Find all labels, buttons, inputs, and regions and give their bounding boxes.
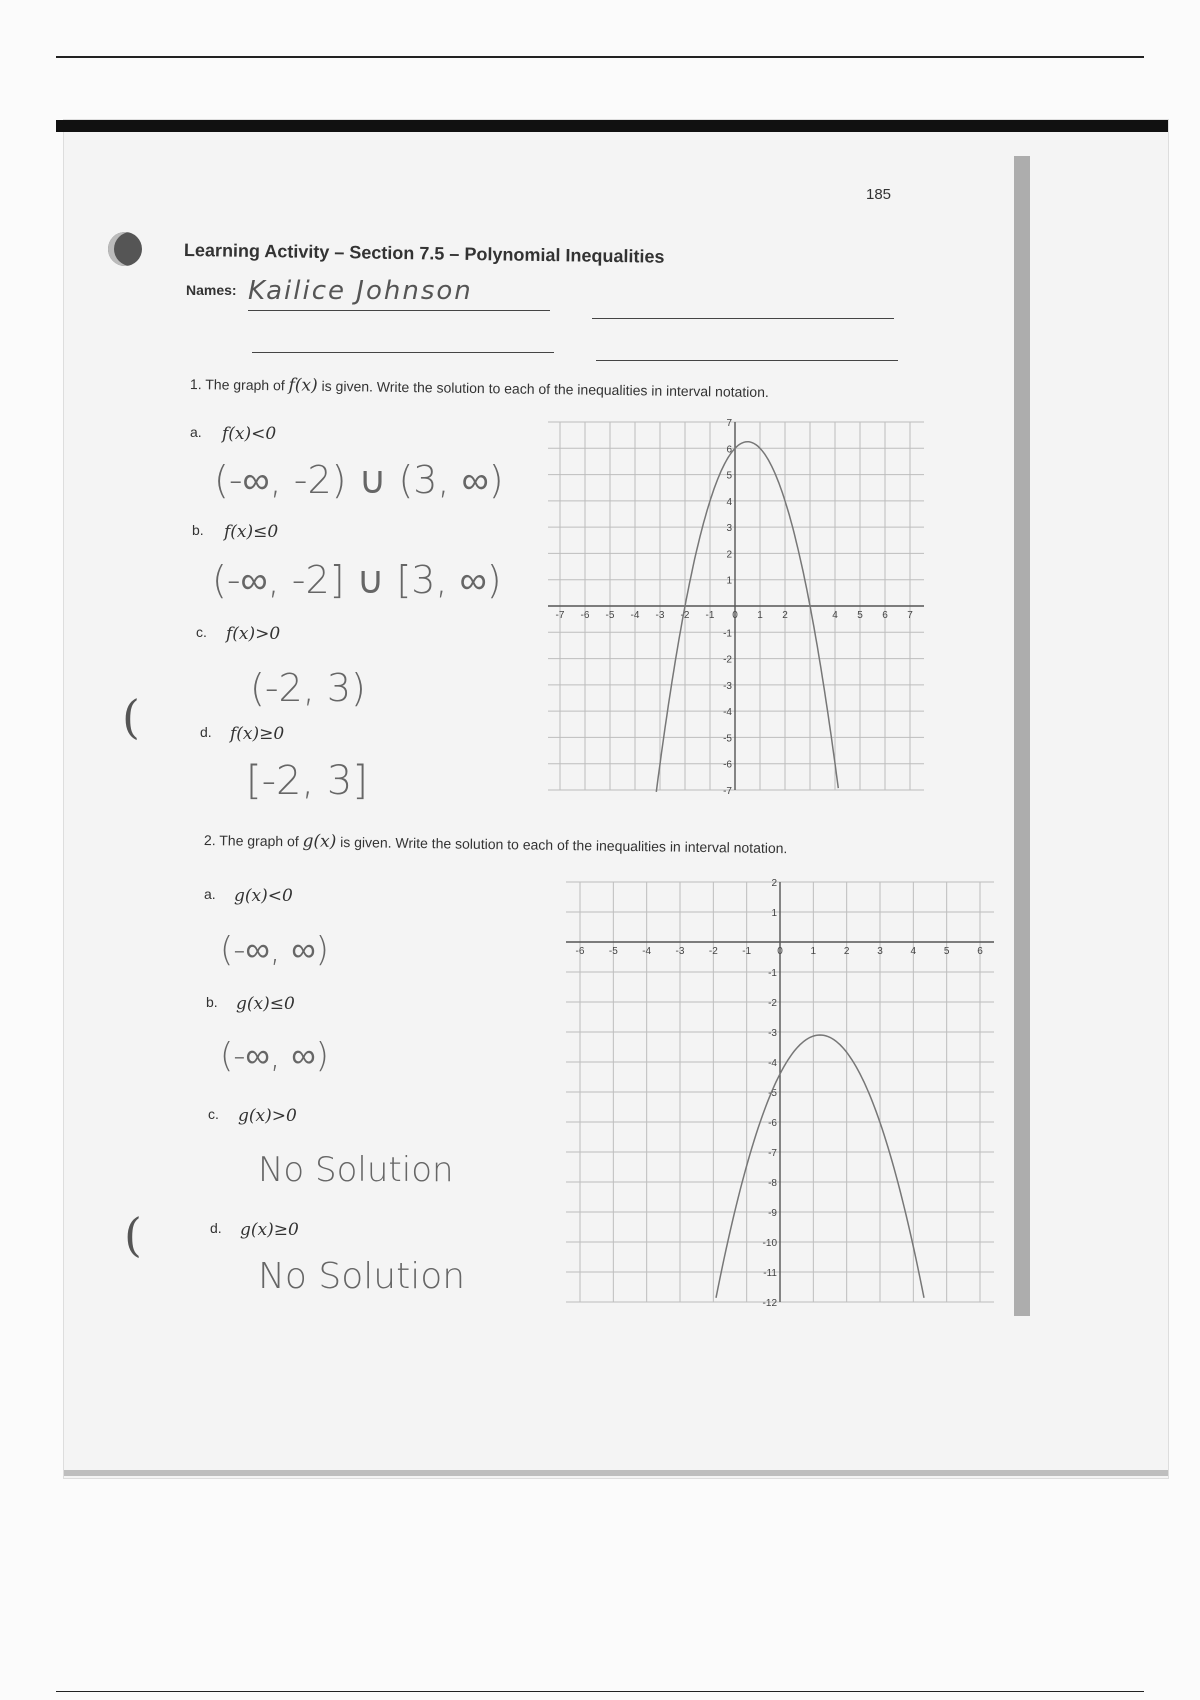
q1b-letter: b.	[192, 522, 204, 538]
g2-y-tick-label: -5	[768, 1088, 777, 1099]
g2-x-tick-label: -6	[575, 946, 585, 957]
g1-y-tick-label: -5	[723, 733, 732, 745]
top-rule	[56, 56, 1144, 58]
photo-bottom-edge	[64, 1470, 1168, 1476]
page-edge-shadow	[1014, 156, 1030, 1316]
name-line-4	[596, 360, 898, 361]
q1d-letter: d.	[200, 724, 212, 740]
g2-x-tick-label: -3	[675, 946, 685, 957]
g1-y-tick-label: 3	[726, 523, 732, 535]
g1-x-tick-label: 7	[907, 610, 913, 621]
graph-g-curve	[716, 1035, 924, 1298]
g1-x-tick-label: -7	[555, 610, 565, 621]
g1-y-tick-label: 5	[726, 470, 732, 482]
name-line-2	[592, 318, 894, 319]
q2b-letter: b.	[206, 994, 218, 1010]
q1c-letter: c.	[196, 624, 207, 640]
q1d-answer: [-2, 3]	[246, 758, 368, 804]
g1-y-tick-label: 6	[726, 444, 732, 456]
binder-hole-middle: (	[122, 690, 140, 744]
q1c-answer: (-2, 3)	[250, 666, 366, 710]
g2-x-tick-label: 2	[843, 946, 850, 957]
g1-y-tick-label: -3	[723, 680, 732, 692]
g2-y-tick-label: -3	[768, 1028, 777, 1039]
q2c-answer: No Solution	[258, 1150, 454, 1190]
q2-prompt-suffix: is given. Write the solution to each of the inequalities in interval notation.	[340, 833, 788, 857]
g1-x-tick-label: -1	[705, 610, 715, 621]
q2d-letter: d.	[210, 1220, 222, 1236]
g1-y-tick-label: -6	[723, 759, 732, 771]
q1a-inequality: f(x)<0	[222, 424, 277, 444]
g1-y-tick-label: -7	[723, 786, 732, 797]
page-number: 185	[866, 186, 892, 203]
binder-hole-top	[108, 232, 142, 266]
names-label: Names:	[186, 282, 237, 298]
g1-y-tick-label: 1	[726, 575, 732, 587]
student-name: Kailice Johnson	[248, 276, 473, 306]
photo-edge-shadow	[56, 120, 1168, 132]
g2-x-tick-label: -4	[642, 946, 652, 957]
g2-y-tick-label: -10	[762, 1238, 777, 1249]
graph-f-axes	[548, 422, 924, 790]
g1-x-tick-label: 1	[757, 610, 763, 621]
g2-x-tick-label: 4	[910, 946, 917, 957]
g1-y-tick-label: -2	[723, 654, 732, 666]
g2-y-tick-label: -8	[768, 1178, 777, 1189]
g1-y-tick-label: -4	[723, 707, 732, 719]
g2-y-tick-label: -11	[763, 1268, 777, 1279]
g2-x-tick-label: -1	[742, 946, 752, 957]
g1-x-tick-label: 2	[782, 610, 788, 621]
g1-x-tick-label: -2	[680, 610, 690, 621]
g1-x-tick-label: -6	[580, 610, 590, 621]
q1-function: f(x)	[288, 375, 318, 396]
name-line-1	[248, 310, 550, 311]
q2c-inequality: g(x)>0	[238, 1106, 297, 1126]
g1-x-tick-label: -4	[630, 610, 640, 621]
g2-y-tick-label: -9	[768, 1208, 777, 1219]
g2-x-tick-label: 3	[877, 946, 883, 957]
g2-x-tick-label: -2	[708, 946, 718, 957]
q1a-answer: (-∞, -2) ∪ (3, ∞)	[214, 458, 504, 502]
g2-y-tick-label: -6	[768, 1118, 777, 1129]
graph-f	[548, 418, 928, 800]
graph-g	[566, 876, 1006, 1316]
g2-y-tick-label: -12	[762, 1298, 777, 1309]
g1-x-tick-label: 4	[832, 610, 838, 621]
q2-function: g(x)	[302, 831, 337, 852]
name-line-3	[252, 352, 554, 353]
worksheet-title: Learning Activity – Section 7.5 – Polynomial Inequalities	[183, 240, 665, 267]
q1a-letter: a.	[190, 424, 202, 440]
g2-x-tick-label: 5	[943, 946, 950, 957]
g1-y-tick-label: 7	[726, 418, 732, 429]
q2-prompt-prefix: 2. The graph of	[203, 832, 299, 850]
g1-x-tick-label: 5	[857, 610, 863, 621]
bottom-rule	[56, 1691, 1144, 1692]
g2-x-tick-label: -5	[608, 946, 618, 957]
q1-prompt-suffix: is given. Write the solution to each of the inequalities in interval notation.	[321, 377, 769, 401]
q2b-inequality: g(x)≤0	[236, 994, 295, 1014]
g2-x-tick-label: 6	[977, 946, 983, 957]
g2-y-tick-label: 1	[771, 908, 777, 919]
g2-y-tick-label: -7	[768, 1148, 777, 1159]
g1-x-tick-label: 6	[882, 610, 888, 621]
q1b-inequality: f(x)≤0	[224, 522, 279, 542]
q2c-letter: c.	[208, 1106, 219, 1122]
g1-y-tick-label: 2	[726, 549, 732, 561]
q2b-answer: (-∞, ∞)	[220, 1036, 329, 1076]
q2a-letter: a.	[204, 886, 216, 902]
q1c-inequality: f(x)>0	[226, 624, 281, 644]
q2d-inequality: g(x)≥0	[240, 1220, 299, 1240]
g2-x-tick-label: 1	[810, 946, 817, 957]
g1-x-tick-label: -3	[655, 610, 665, 621]
g2-y-tick-label: 2	[771, 878, 777, 889]
q2d-answer: No Solution	[258, 1256, 466, 1297]
g2-y-tick-label: -1	[768, 968, 777, 979]
g1-x-tick-label: -5	[605, 610, 615, 621]
g2-x-tick-label: 0	[777, 946, 783, 957]
graph-f-curve	[656, 442, 838, 792]
q1b-answer: (-∞, -2] ∪ [3, ∞)	[212, 558, 502, 602]
q1-prompt-prefix: 1. The graph of	[189, 376, 285, 394]
g2-y-tick-label: -4	[768, 1058, 777, 1069]
q2a-answer: (-∞, ∞)	[220, 930, 329, 970]
g2-y-tick-label: -2	[768, 998, 777, 1009]
g1-x-tick-label: 0	[732, 610, 738, 621]
q1d-inequality: f(x)≥0	[230, 724, 285, 744]
g1-y-tick-label: -1	[723, 628, 732, 640]
g1-y-tick-label: 4	[726, 496, 732, 508]
binder-hole-bottom: (	[124, 1208, 142, 1262]
q2a-inequality: g(x)<0	[234, 886, 293, 906]
